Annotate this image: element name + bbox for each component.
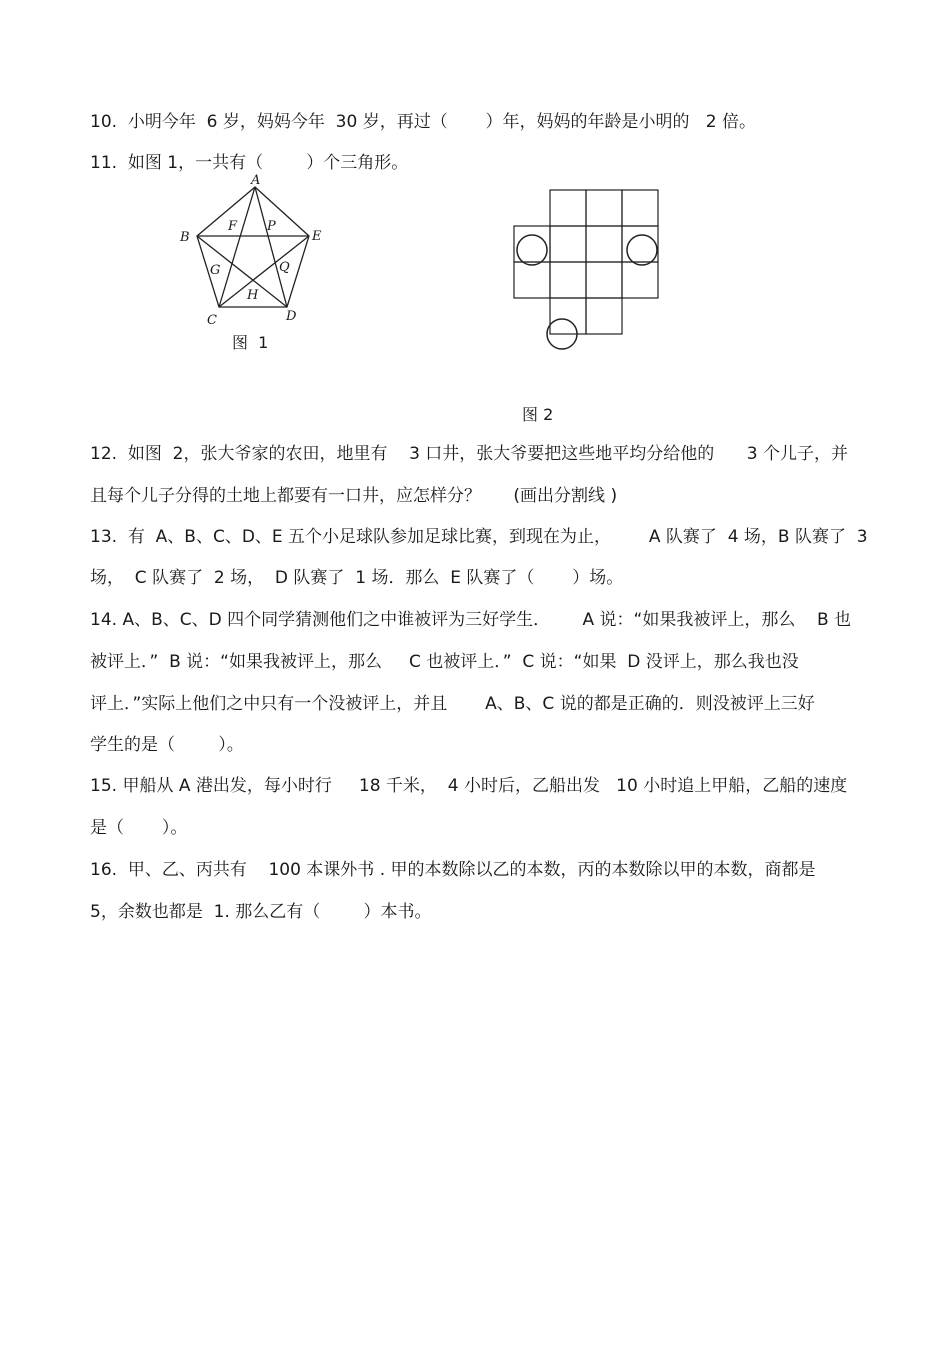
figure-1-caption: 图 1 bbox=[232, 333, 269, 352]
inner-label-f: F bbox=[228, 219, 238, 234]
question-13-line-1: 13. 有 A、B、C、D、E 五个小足球队参加足球比赛，到现在为止， A 队赛了 4 场，B 队赛了 3 bbox=[90, 527, 868, 547]
well-2 bbox=[627, 235, 657, 265]
question-12-line-1: 12. 如图 2，张大爷家的农田，地里有 3 口井，张大爷要把这些地平均分给他的 3 个儿子，并 bbox=[90, 444, 848, 464]
star-line-a-d bbox=[255, 187, 287, 307]
star-line-e-c bbox=[219, 236, 309, 307]
vertex-label-a: A bbox=[251, 173, 261, 188]
question-12-line-2: 且每个儿子分得的土地上都要有一口井，应怎样分？ (画出分割线 ) bbox=[90, 486, 618, 506]
question-13-line-2: 场， C 队赛了 2 场， D 队赛了 1 场．那么 E 队赛了（ ）场。 bbox=[90, 568, 624, 588]
question-14-line-3: 评上．”实际上他们之中只有一个没被评上，并且 A、B、C 说的都是正确的．则没被评上三好 bbox=[90, 694, 815, 714]
question-16-line-1: 16. 甲、乙、丙共有 100 本课外书 . 甲的本数除以乙的本数，丙的本数除以甲的本数，商都是 bbox=[90, 860, 816, 880]
vertex-label-b: B bbox=[180, 230, 190, 245]
figure-2-grid bbox=[510, 186, 664, 362]
inner-label-p: P bbox=[267, 219, 276, 234]
vertex-label-c: C bbox=[207, 313, 217, 328]
question-10: 10. 小明今年 6 岁，妈妈今年 30 岁，再过（ ）年，妈妈的年龄是小明的 2 倍。 bbox=[90, 112, 756, 132]
question-14-line-1: 14. A、B、C、D 四个同学猜测他们之中谁被评为三好学生． A 说：“如果我被评上，那么 B 也 bbox=[90, 610, 852, 630]
inner-label-q: Q bbox=[279, 260, 290, 275]
vertex-label-e: E bbox=[312, 229, 322, 244]
figure-2-caption: 图 2 bbox=[522, 405, 554, 424]
question-15-line-1: 15. 甲船从 A 港出发，每小时行 18 千米， 4 小时后，乙船出发 10 小时追上甲船，乙船的速度 bbox=[90, 776, 848, 796]
question-15-line-2: 是（ ）。 bbox=[90, 818, 188, 838]
question-14-line-4: 学生的是（ ）。 bbox=[90, 735, 244, 755]
question-14-line-2: 被评上．” B 说：“如果我被评上，那么 C 也被评上．” C 说：“如果 D 没评上，那么我也没 bbox=[90, 652, 799, 672]
question-16-line-2: 5，余数也都是 1. 那么乙有（ ）本书。 bbox=[90, 902, 432, 922]
inner-label-g: G bbox=[210, 263, 221, 278]
vertex-label-d: D bbox=[286, 309, 297, 324]
question-11: 11. 如图 1，一共有（ ）个三角形。 bbox=[90, 153, 409, 173]
inner-label-h: H bbox=[247, 288, 259, 303]
figure-1-pentagon-star bbox=[170, 172, 340, 332]
well-1 bbox=[517, 235, 547, 265]
